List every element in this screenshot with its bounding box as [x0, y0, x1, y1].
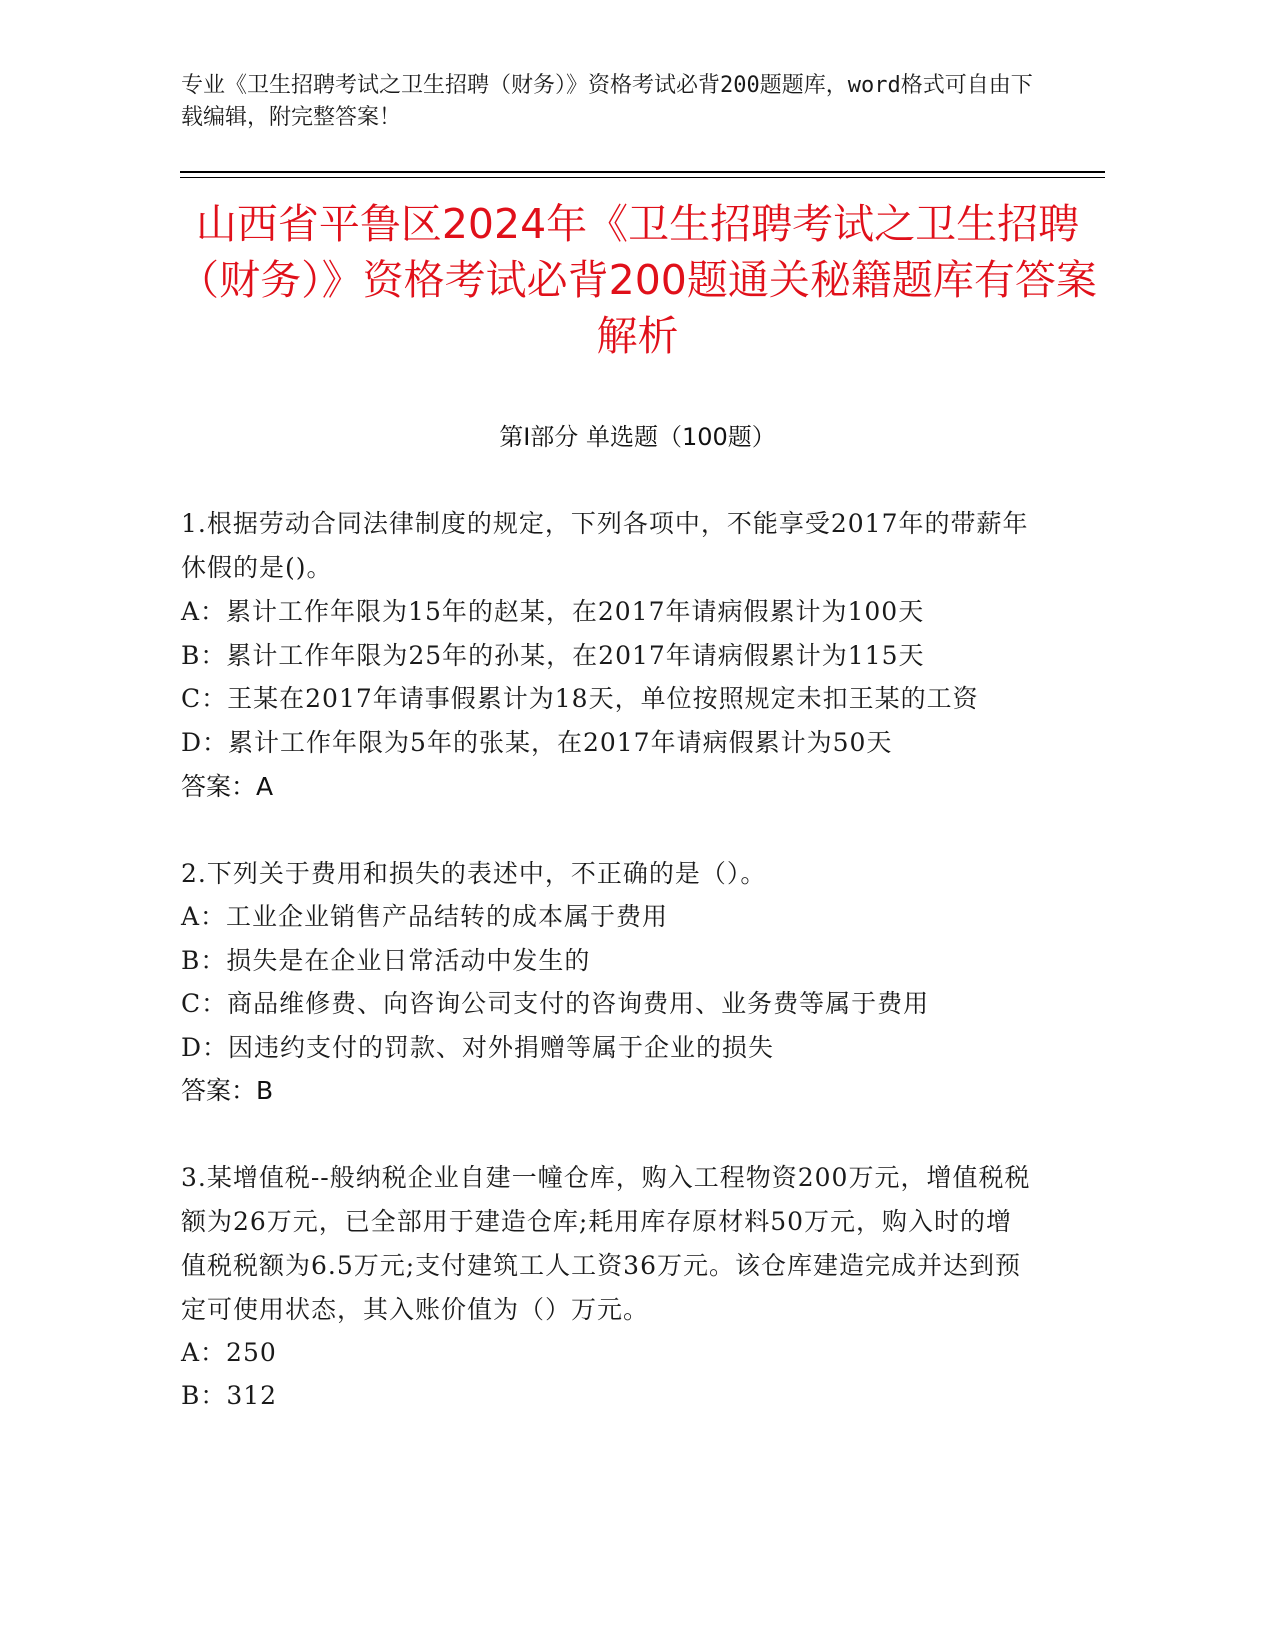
question-1-option-d: D：累计工作年限为5年的张某，在2017年请病假累计为50天: [181, 728, 893, 757]
question-2-answer: 答案：B: [181, 1076, 274, 1105]
header-rule-thin: [180, 177, 1105, 178]
question-1-option-c: C：王某在2017年请事假累计为18天，单位按照规定未扣王某的工资: [181, 684, 979, 713]
question-2-option-c: C：商品维修费、向咨询公司支付的咨询费用、业务费等属于费用: [181, 989, 930, 1018]
question-1-option-a: A：累计工作年限为15年的赵某，在2017年请病假累计为100天: [181, 597, 925, 626]
question-2-option-d: D：因违约支付的罚款、对外捐赠等属于企业的损失: [181, 1033, 775, 1062]
question-3-option-a: A：250: [181, 1338, 277, 1367]
question-2-stem: 2.下列关于费用和损失的表述中，不正确的是（）。: [181, 859, 767, 888]
question-2-option-b: B：损失是在企业日常活动中发生的: [181, 946, 591, 975]
question-1-answer: 答案：A: [181, 772, 274, 801]
section-heading: 第Ⅰ部分 单选题（100题）: [499, 423, 776, 451]
header-note: 专业《卫生招聘考试之卫生招聘（财务）》资格考试必背200题题库，word格式可自由下载编辑，附完整答案！: [181, 73, 1033, 130]
question-1-option-b: B：累计工作年限为25年的孙某，在2017年请病假累计为115天: [181, 641, 925, 670]
header-rule-thick: [180, 171, 1105, 173]
question-3-option-b: B：312: [181, 1381, 278, 1410]
question-2-option-a: A：工业企业销售产品结转的成本属于费用: [181, 902, 669, 931]
question-1-stem: 1.根据劳动合同法律制度的规定，下列各项中，不能享受2017年的带薪年休假的是()。: [181, 509, 1029, 582]
question-3-stem: 3.某增值税--般纳税企业自建一幢仓库，购入工程物资200万元，增值税税额为26万元，已全部用于建造仓库;耗用库存原材料50万元，购入时的增值税税额为6.5万元;支付建筑工人工资36万元。该仓库建造完成并达到预定可使用状态，其入账价值为（）万元。: [181, 1163, 1031, 1324]
document-title: 山西省平鲁区2024年《卫生招聘考试之卫生招聘（财务）》资格考试必背200题通关秘籍题库有答案解析: [178, 200, 1097, 360]
